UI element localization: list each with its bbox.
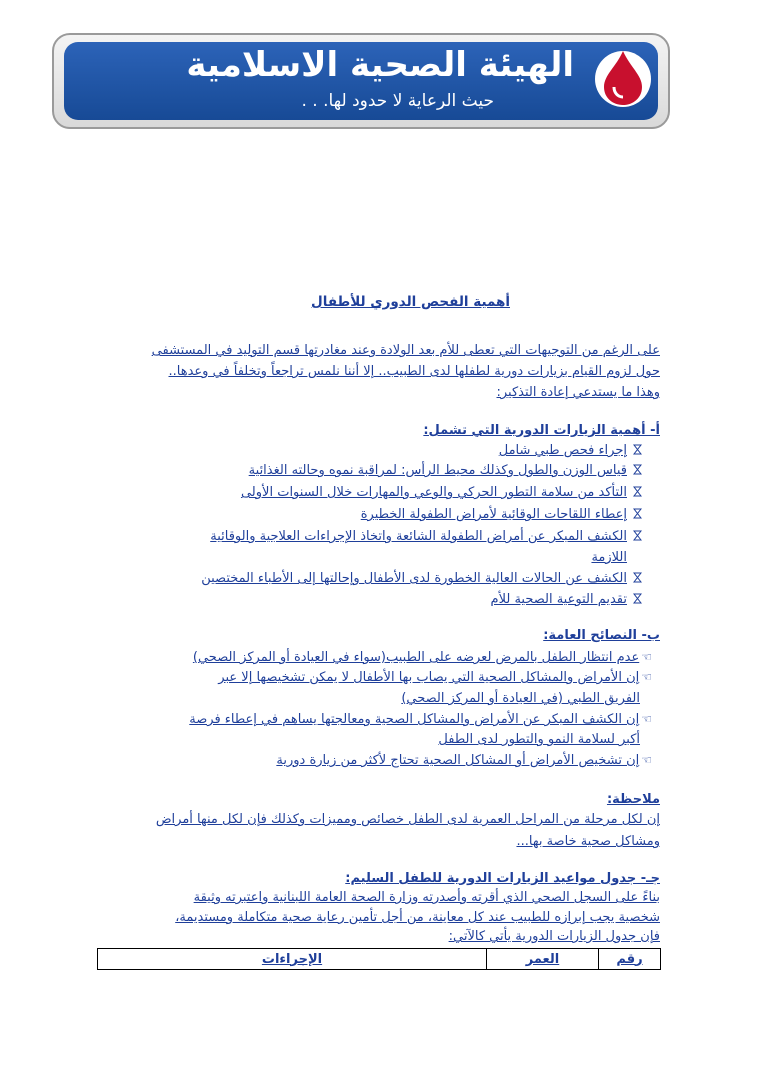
note-line-2: ومشاكل صحية خاصة بها... <box>516 834 660 849</box>
section-c-line-2: شخصية يجب إبرازه للطبيب عند كل معاينة، من أجل تأمين رعاية صحية متكاملة ومستديمة، <box>175 910 660 925</box>
note-line-1: إن لكل مرحلة من المراحل العمرية لدى الطفل خصائص ومميزات وكذلك فإن لكل منها أمراض <box>155 812 660 827</box>
list-item: ☜إن الأمراض والمشاكل الصحية التي يصاب بها الأطفال لا يمكن تشخيصها إلا عبر <box>218 670 652 685</box>
section-c-line-3: فإن جدول الزيارات الدورية يأتي كالآتي: <box>448 929 660 944</box>
section-b-heading: ب- النصائح العامة: <box>543 628 660 643</box>
section-c-line-1: بناءً على السجل الصحي الذي أقرته وأصدرته وزارة الصحة العامة اللبنانية واعتبرته وثيقة <box>193 890 660 905</box>
list-item: إجراء فحص طبي شامل <box>499 443 642 458</box>
hourglass-icon <box>630 486 642 497</box>
hourglass-icon <box>630 464 642 475</box>
list-item: ☜إن الكشف المبكر عن الأمراض والمشاكل الصحية ومعالجتها يساهم في إعطاء فرصة <box>189 712 652 727</box>
list-item-continuation: الفريق الطبي (في العيادة أو المركز الصحي) <box>401 691 640 706</box>
pointing-hand-icon: ☜ <box>641 670 652 684</box>
intro-line-2: حول لزوم القيام بزيارات دورية لطفلها لدى الطبيب.. إلا أننا نلمس تراجعاً وتخلفاً في وعدها.. <box>168 364 660 379</box>
pointing-hand-icon: ☜ <box>641 712 652 726</box>
article <box>100 0 660 1087</box>
column-header-procedures: الإجراءات <box>98 949 487 970</box>
section-c-heading: جـ- جدول مواعيد الزيارات الدورية للطفل السليم: <box>345 871 660 886</box>
list-item-continuation: اللازمة <box>591 550 627 565</box>
intro-line-1: على الرغم من التوجيهات التي تعطى للأم بعد الولادة وعند مغادرتها قسم التوليد في المستشفى <box>151 343 660 358</box>
list-item: الكشف عن الحالات العالية الخطورة لدى الأطفال وإحالتها إلى الأطباء المختصين <box>201 571 642 586</box>
table-header-row <box>98 949 661 970</box>
list-item: ☜إن تشخيص الأمراض أو المشاكل الصحية تحتاج لأكثر من زيارة دورية <box>276 753 652 768</box>
organization-name: الهيئة الصحية الاسلامية <box>186 45 574 85</box>
list-item: ☜عدم انتظار الطفل بالمرض لعرضه على الطبيب(سواء في العيادة أو المركز الصحي) <box>192 650 652 665</box>
intro-line-3: وهذا ما يستدعي إعادة التذكير: <box>496 385 660 400</box>
hourglass-icon <box>630 530 642 541</box>
list-item: التأكد من سلامة التطور الحركي والوعي والمهارات خلال السنوات الأولى <box>241 485 642 500</box>
list-item: قياس الوزن والطول وكذلك محيط الرأس: لمراقبة نموه وحالته الغذائية <box>249 463 642 478</box>
hourglass-icon <box>630 508 642 519</box>
visits-schedule-table <box>97 948 661 970</box>
section-a-heading: أ- أهمية الزيارات الدورية التي تشمل: <box>423 423 660 438</box>
hourglass-icon <box>630 593 642 604</box>
list-item: تقديم التوعية الصحية للأم <box>491 592 642 607</box>
list-item: الكشف المبكر عن أمراض الطفولة الشائعة واتخاذ الإجراءات العلاجية والوقائية <box>210 529 642 544</box>
organization-slogan: حيث الرعاية لا حدود لها. . . <box>301 91 494 111</box>
hourglass-icon <box>630 444 642 455</box>
pointing-hand-icon: ☜ <box>641 650 652 664</box>
pointing-hand-icon: ☜ <box>641 753 652 767</box>
article-title: أهمية الفحص الدوري للأطفال <box>311 294 510 310</box>
hourglass-icon <box>630 572 642 583</box>
note-heading: ملاحظة: <box>606 792 660 807</box>
list-item-continuation: أكبر لسلامة النمو والتطور لدى الطفل <box>438 732 640 747</box>
list-item: إعطاء اللقاحات الوقائية لأمراض الطفولة الخطيرة <box>361 507 642 522</box>
column-header-age: العمر <box>487 949 599 970</box>
column-header-number: رقم <box>599 949 661 970</box>
